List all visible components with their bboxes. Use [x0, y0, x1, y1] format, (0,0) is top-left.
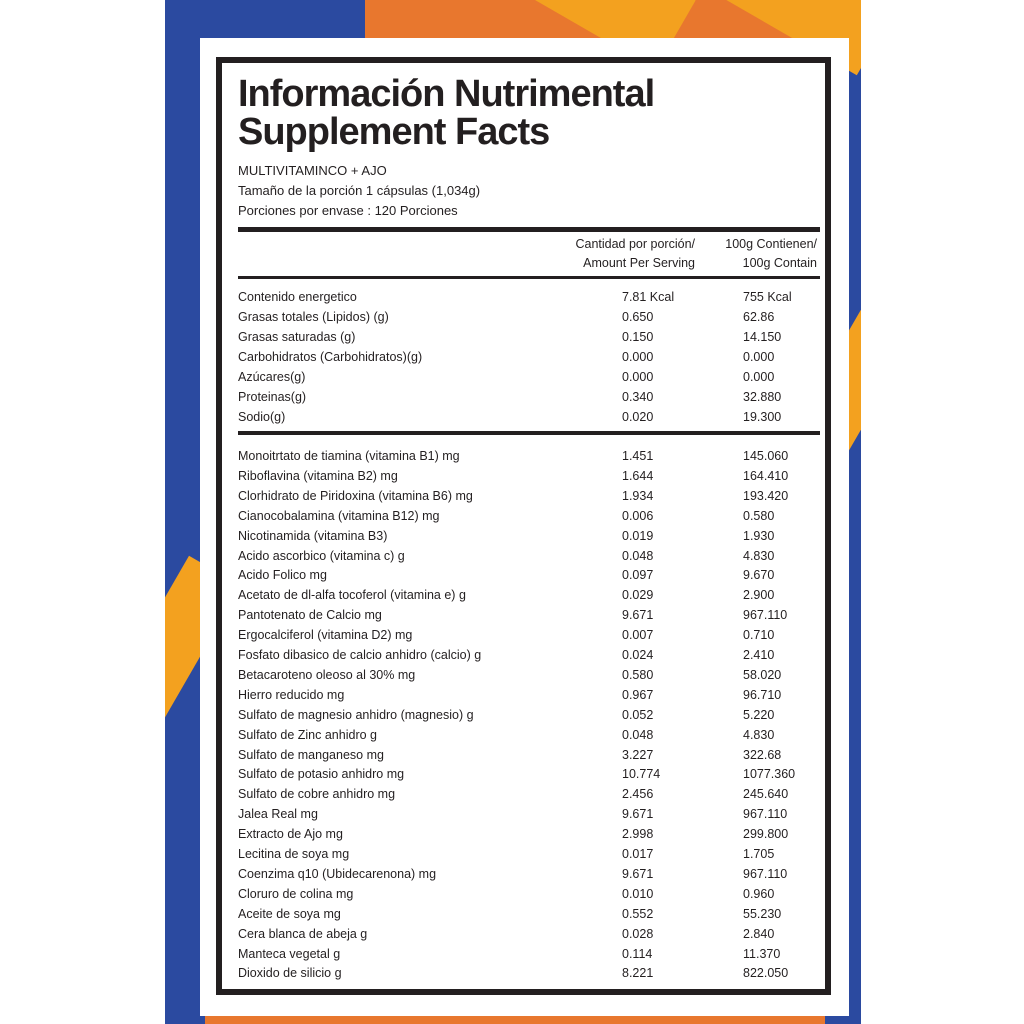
table-row: [238, 486, 820, 506]
per-100g-value: 164.410: [743, 468, 789, 483]
table-row: [238, 287, 820, 307]
per-serving-value: 0.006: [622, 508, 654, 523]
per-100g-value: 0.000: [743, 370, 775, 384]
nutrient-name: Fosfato dibasico de calcio anhidro (calcio) g: [238, 648, 482, 662]
per-100g-value: 0.960: [743, 886, 775, 901]
nutrient-name: Lecitina de soya mg: [238, 847, 350, 861]
table-row: [238, 764, 820, 784]
nutrient-name: Cloruro de colina mg: [238, 886, 354, 901]
per-serving-value: 0.017: [622, 847, 654, 861]
table-row: [238, 327, 820, 347]
per-100g-value: 58.020: [743, 667, 782, 682]
per-serving-value: 0.019: [622, 528, 654, 543]
per-serving-value: 9.671: [622, 807, 654, 822]
table-row: [238, 904, 820, 924]
table-row: [238, 546, 820, 566]
table-row: [238, 565, 820, 585]
table-row: [238, 685, 820, 705]
per-serving-value: 0.028: [622, 926, 654, 941]
panel-title: [238, 75, 654, 151]
nutrient-name: Dioxido de silicio g: [238, 966, 342, 981]
per-serving-value: 0.020: [622, 410, 654, 424]
title-line-1: Información Nutrimental: [238, 73, 655, 115]
per-serving-value: 1.451: [622, 449, 654, 463]
table-row: [238, 944, 820, 964]
per-serving-value: 0.097: [622, 568, 654, 583]
table-row: [238, 884, 820, 904]
per-100g-value: 322.68: [743, 747, 782, 762]
product-name: MULTIVITAMINCO + AJO: [238, 163, 387, 178]
per-100g-value: 5.220: [743, 707, 775, 722]
per-serving-header-line-2: Amount Per Serving: [583, 256, 695, 270]
blue-band: [165, 0, 205, 1024]
per-100g-value: 1.930: [743, 528, 775, 543]
per-serving-value: 0.052: [622, 707, 654, 722]
nutrient-name: Sodio(g): [238, 410, 286, 424]
table-row: [238, 784, 820, 804]
table-row: [238, 526, 820, 546]
nutrient-name: Sulfato de cobre anhidro mg: [238, 787, 396, 802]
nutrient-name: Azúcares(g): [238, 370, 306, 384]
nutrient-name: Monoitrtato de tiamina (vitamina B1) mg: [238, 449, 460, 463]
nutrient-name: Proteinas(g): [238, 390, 307, 404]
nutrient-name: Riboflavina (vitamina B2) mg: [238, 468, 398, 483]
per-100g-value: 96.710: [743, 687, 782, 702]
per-100g-value: 19.300: [743, 410, 782, 424]
table-row: [238, 645, 820, 665]
per-100g-value: 2.410: [743, 648, 775, 662]
per-100g-value: 4.830: [743, 548, 775, 563]
nutrient-name: Acetato de dl-alfa tocoferol (vitamina e) g: [238, 588, 466, 603]
per-serving-value: 9.671: [622, 866, 654, 881]
per-serving-value: 0.000: [622, 350, 654, 364]
table-row: [238, 745, 820, 765]
nutrient-name: Sulfato de manganeso mg: [238, 747, 384, 762]
per-serving-value: 0.048: [622, 727, 654, 742]
per-serving-value: 2.456: [622, 787, 654, 802]
table-row: [238, 605, 820, 625]
per-100g-value: 4.830: [743, 727, 775, 742]
per-serving-value: 0.580: [622, 667, 654, 682]
nutrient-name: Ergocalciferol (vitamina D2) mg: [238, 628, 413, 643]
per-serving-header-line-1: Cantidad por porción/: [575, 237, 695, 251]
nutrient-name: Betacaroteno oleoso al 30% mg: [238, 667, 416, 682]
table-row: [238, 466, 820, 486]
per-serving-value: 0.029: [622, 588, 654, 603]
per-100g-value: 299.800: [743, 827, 789, 842]
nutrient-name: Clorhidrato de Piridoxina (vitamina B6) mg: [238, 488, 473, 503]
per-serving-value: 1.934: [622, 488, 654, 503]
per-serving-value: 0.010: [622, 886, 654, 901]
per-serving-value: 0.024: [622, 648, 654, 662]
blue-band: [205, 0, 365, 38]
table-row: [238, 705, 820, 725]
table-row: [238, 824, 820, 844]
nutrient-name: Coenzima q10 (Ubidecarenona) mg: [238, 866, 437, 881]
per-100g-value: 755 Kcal: [743, 290, 792, 304]
per-100g-value: 967.110: [743, 608, 788, 623]
per-100g-value: 11.370: [743, 946, 781, 961]
per-100g-value: 9.670: [743, 568, 775, 583]
nutrient-name: Sulfato de potasio anhidro mg: [238, 767, 405, 782]
nutrient-name: Acido ascorbico (vitamina c) g: [238, 548, 405, 563]
per-serving-value: 2.998: [622, 827, 654, 842]
per-serving-header: [575, 235, 695, 273]
per-serving-value: 3.227: [622, 747, 654, 762]
table-row: [238, 585, 820, 605]
per-100g-value: 14.150: [743, 330, 782, 344]
per-100g-value: 55.230: [743, 906, 782, 921]
per-100g-value: 822.050: [743, 966, 789, 981]
table-row: [238, 307, 820, 327]
header-divider: [238, 276, 820, 279]
table-row: [238, 407, 820, 427]
per-serving-value: 0.114: [622, 946, 653, 961]
per-serving-value: 0.000: [622, 370, 654, 384]
nutrient-name: Cianocobalamina (vitamina B12) mg: [238, 508, 440, 523]
thick-divider: [238, 227, 820, 232]
servings-per-container: Porciones por envase : 120 Porciones: [238, 203, 458, 218]
per-serving-value: 0.650: [622, 310, 654, 324]
per-serving-value: 10.774: [622, 767, 661, 782]
per-100g-value: 0.000: [743, 350, 775, 364]
table-row: [238, 347, 820, 367]
per-100g-header: [725, 235, 817, 273]
table-row: [238, 506, 820, 526]
per-serving-value: 0.048: [622, 548, 654, 563]
table-row: [238, 844, 820, 864]
per-100g-value: 1.705: [743, 847, 775, 861]
nutrient-name: Carbohidratos (Carbohidratos)(g): [238, 350, 423, 364]
table-row: [238, 367, 820, 387]
table-row: [238, 864, 820, 884]
table-row: [238, 446, 820, 466]
per-100g-header-line-1: 100g Contienen/: [725, 237, 817, 251]
nutrient-name: Manteca vegetal g: [238, 946, 341, 961]
per-serving-value: 0.150: [622, 330, 654, 344]
per-100g-value: 2.840: [743, 926, 775, 941]
table-row: [238, 804, 820, 824]
nutrient-name: Grasas totales (Lipidos) (g): [238, 310, 389, 324]
table-row: [238, 963, 820, 983]
per-serving-value: 1.644: [622, 468, 654, 483]
per-serving-value: 8.221: [622, 966, 654, 981]
per-serving-value: 7.81 Kcal: [622, 290, 675, 304]
per-100g-value: 967.110: [743, 807, 788, 822]
nutrient-name: Extracto de Ajo mg: [238, 827, 343, 842]
nutrient-name: Nicotinamida (vitamina B3): [238, 528, 388, 543]
per-serving-value: 0.552: [622, 906, 654, 921]
per-100g-value: 193.420: [743, 488, 789, 503]
per-100g-header-line-2: 100g Contain: [742, 256, 817, 270]
per-serving-value: 0.007: [622, 628, 654, 643]
per-serving-value: 9.671: [622, 608, 654, 623]
per-serving-value: 0.340: [622, 390, 654, 404]
section-divider: [238, 431, 820, 435]
table-row: [238, 924, 820, 944]
nutrient-name: Sulfato de Zinc anhidro g: [238, 727, 377, 742]
table-row: [238, 725, 820, 745]
per-100g-value: 967.110: [743, 866, 788, 881]
per-100g-value: 32.880: [743, 390, 782, 404]
table-row: [238, 625, 820, 645]
table-row: [238, 387, 820, 407]
per-100g-value: 0.710: [743, 628, 775, 643]
title-line-2: Supplement Facts: [238, 111, 550, 153]
nutrient-name: Hierro reducido mg: [238, 687, 345, 702]
per-100g-value: 62.86: [743, 310, 775, 324]
nutrient-name: Acido Folico mg: [238, 568, 327, 583]
nutrient-name: Pantotenato de Calcio mg: [238, 608, 382, 623]
nutrient-name: Jalea Real mg: [238, 807, 318, 822]
nutrient-name: Contenido energetico: [238, 290, 357, 304]
nutrient-name: Aceite de soya mg: [238, 906, 341, 921]
per-100g-value: 145.060: [743, 449, 789, 463]
serving-size: Tamaño de la porción 1 cápsulas (1,034g): [238, 183, 481, 198]
nutrient-name: Cera blanca de abeja g: [238, 926, 368, 941]
per-100g-value: 2.900: [743, 588, 775, 603]
per-serving-value: 0.967: [622, 687, 654, 702]
supplement-facts-panel: [216, 57, 831, 995]
per-100g-value: 0.580: [743, 508, 775, 523]
per-100g-value: 245.640: [743, 787, 789, 802]
table-row: [238, 665, 820, 685]
nutrient-name: Sulfato de magnesio anhidro (magnesio) g: [238, 707, 474, 722]
nutrient-name: Grasas saturadas (g): [238, 330, 356, 344]
per-100g-value: 1077.360: [743, 767, 796, 782]
